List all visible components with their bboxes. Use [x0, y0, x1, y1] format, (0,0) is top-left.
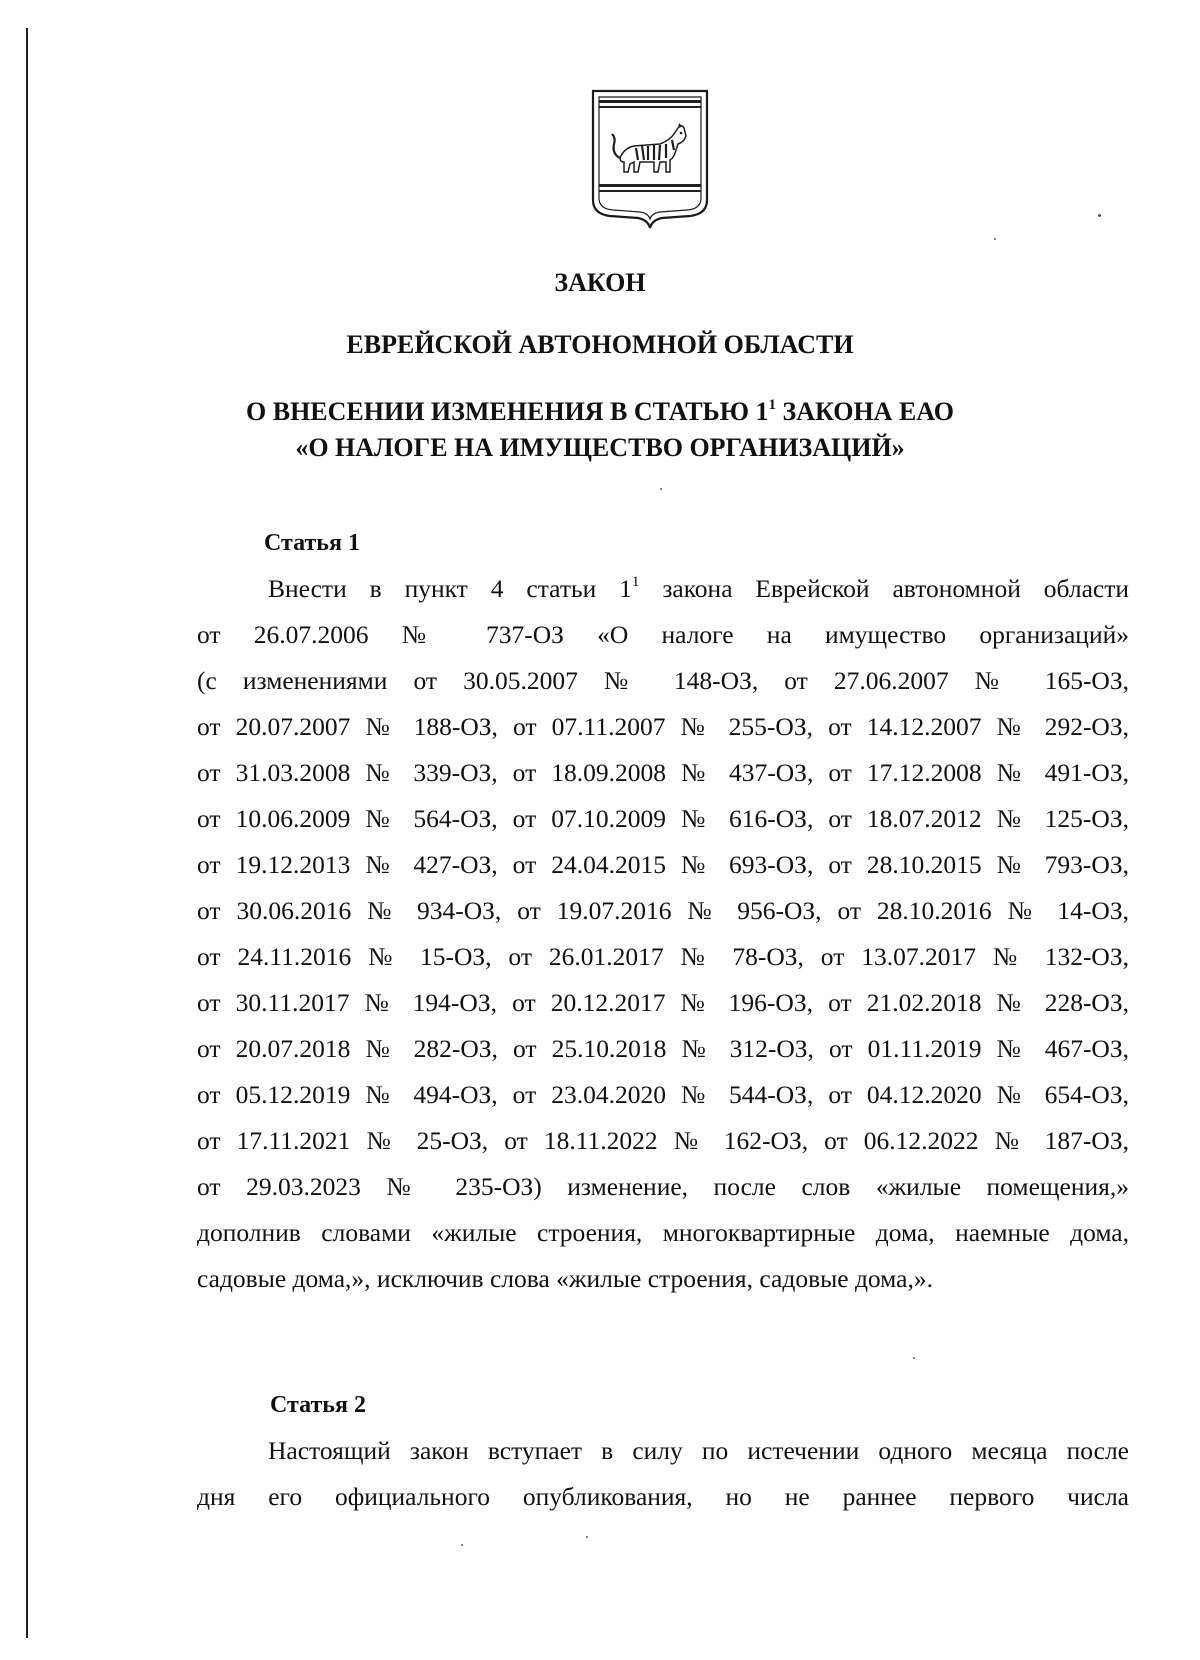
article-2-line: дня его официального опубликования, но не раннее первого числа: [197, 1482, 1129, 1511]
law-title: [0, 394, 1200, 466]
law-title-line2: «О НАЛОГЕ НА ИМУЩЕСТВО ОРГАНИЗАЦИЙ»: [295, 433, 905, 462]
scan-speck: [994, 238, 996, 240]
article-1-line: от 30.11.2017 № 194-ОЗ, от 20.12.2017 № 196-ОЗ, от 21.02.2018 № 228-ОЗ,: [197, 988, 1129, 1017]
article-1-line: от 30.06.2016 № 934-ОЗ, от 19.07.2016 № 956-ОЗ, от 28.10.2016 № 14-ОЗ,: [197, 896, 1129, 925]
scan-speck: [1098, 214, 1101, 217]
article-1-line: от 29.03.2023 № 235-ОЗ) изменение, после слов «жилые помещения,»: [197, 1172, 1129, 1201]
article-1-first-line: Внести в пункт 4 статьи $1^1$ закона Еврейской автономной области: [268, 574, 1129, 603]
article-1-line: от 31.03.2008 № 339-ОЗ, от 18.09.2008 № 437-ОЗ, от 17.12.2008 № 491-ОЗ,: [197, 758, 1129, 787]
article-1-line: от 20.07.2018 № 282-ОЗ, от 25.10.2018 № 312-ОЗ, от 01.11.2019 № 467-ОЗ,: [197, 1034, 1129, 1063]
article-1-line: дополнив словами «жилые строения, многоквартирные дома, наемные дома,: [197, 1218, 1129, 1247]
scan-speck: [461, 1544, 463, 1546]
article-1-line: от 10.06.2009 № 564-ОЗ, от 07.10.2009 № 616-ОЗ, от 18.07.2012 № 125-ОЗ,: [197, 804, 1129, 833]
region-heading: ЕВРЕЙСКОЙ АВТОНОМНОЙ ОБЛАСТИ: [346, 330, 854, 359]
coat-of-arms-emblem: [590, 88, 710, 230]
scan-speck: [913, 1357, 915, 1359]
article-1-heading: Статья 1: [264, 530, 360, 556]
law-heading: ЗАКОН: [554, 268, 646, 297]
article-2-heading: Статья 2: [270, 1392, 366, 1418]
article-1-line: (с изменениями от 30.05.2007 № 148-ОЗ, от 27.06.2007 № 165-ОЗ,: [197, 666, 1129, 695]
article-1-line: от 17.11.2021 № 25-ОЗ, от 18.11.2022 № 162-ОЗ, от 06.12.2022 № 187-ОЗ,: [197, 1126, 1129, 1155]
article-2-first-line: Настоящий закон вступает в силу по истечении одного месяца после: [268, 1436, 1129, 1465]
law-title-line1: О ВНЕСЕНИИ ИЗМЕНЕНИЯ В СТАТЬЮ $1^1$ ЗАКОНА ЕАО: [246, 397, 954, 426]
article-1-line: от 24.11.2016 № 15-ОЗ, от 26.01.2017 № 78-ОЗ, от 13.07.2017 № 132-ОЗ,: [197, 942, 1129, 971]
article-1-line: от 20.07.2007 № 188-ОЗ, от 07.11.2007 № 255-ОЗ, от 14.12.2007 № 292-ОЗ,: [197, 712, 1129, 741]
scan-speck: [660, 488, 662, 490]
article-1-line: от 26.07.2006 № 737-ОЗ «О налоге на имущество организаций»: [197, 620, 1129, 649]
article-1-last-line: садовые дома,», исключив слова «жилые строения, садовые дома,».: [197, 1264, 933, 1293]
article-1-line: от 05.12.2019 № 494-ОЗ, от 23.04.2020 № 544-ОЗ, от 04.12.2020 № 654-ОЗ,: [197, 1080, 1129, 1109]
scan-speck: [586, 1536, 588, 1538]
article-1-line: от 19.12.2013 № 427-ОЗ, от 24.04.2015 № 693-ОЗ, от 28.10.2015 № 793-ОЗ,: [197, 850, 1129, 879]
